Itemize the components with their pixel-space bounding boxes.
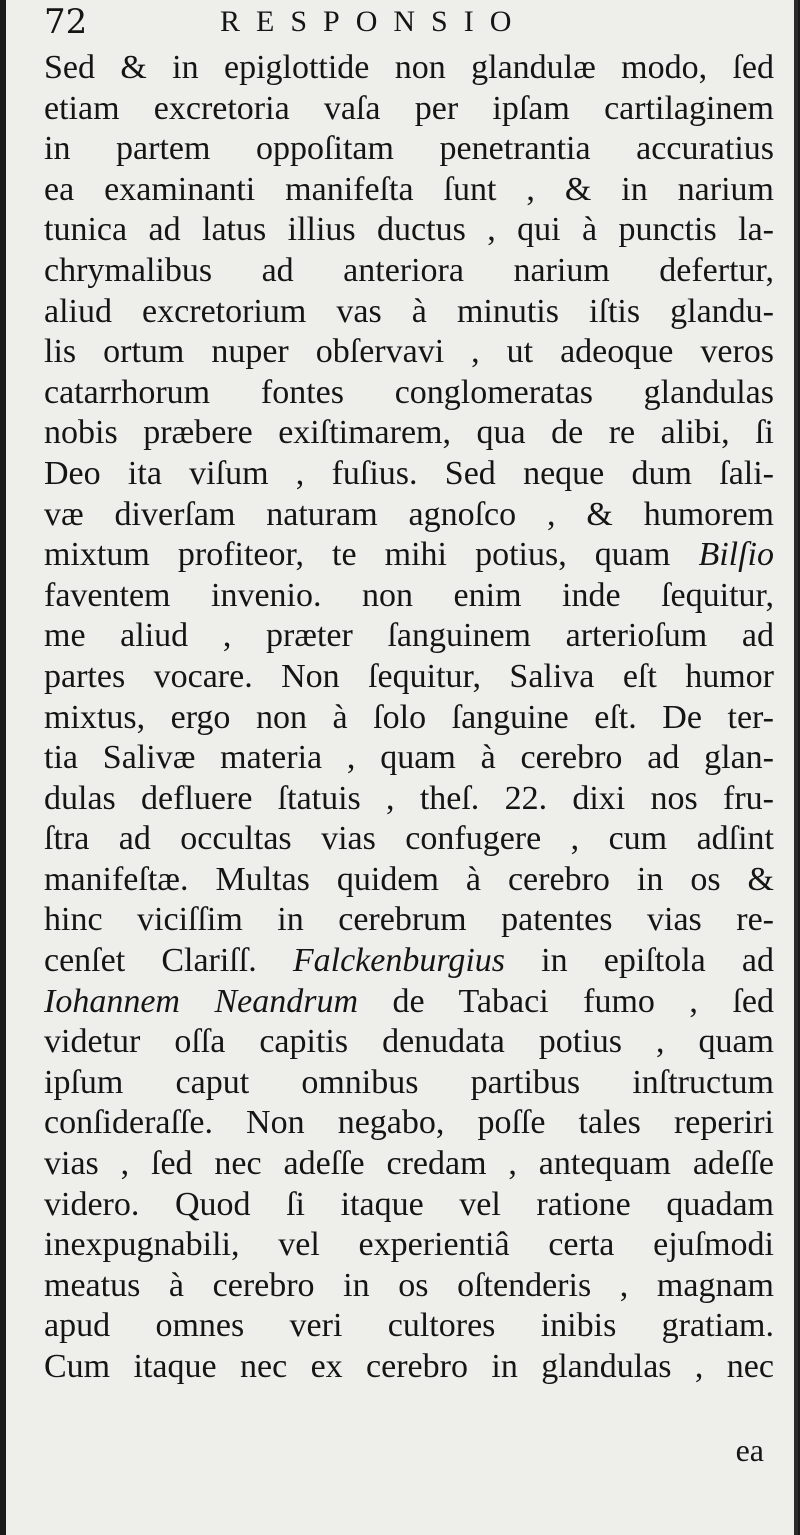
text-line [44, 1185, 774, 1226]
text-line [44, 129, 774, 170]
text-run: ea examinanti manifeſta ſunt , & in narium [44, 170, 774, 208]
text-line [44, 738, 774, 779]
text-line [44, 413, 774, 454]
text-run: Cum itaque nec ex cerebro in glandulas , nec [44, 1348, 774, 1385]
text-line [44, 332, 774, 373]
text-run: apud omnes veri cultores inibis gratiam. [44, 1307, 774, 1345]
text-run: me aliud , præter ſanguinem arterioſum ad [44, 617, 774, 655]
text-line [44, 1103, 774, 1144]
text-line [44, 1144, 774, 1185]
text-line [44, 941, 774, 982]
book-page [6, 0, 798, 1535]
text-run: inexpugnabili, vel experientiâ certa ejuſmodi [44, 1226, 774, 1264]
text-run: videtur oſſa capitis denudata potius , quam [44, 1023, 774, 1061]
text-line [44, 89, 774, 130]
text-line [44, 982, 774, 1023]
text-run: in epiſtola ad [505, 942, 774, 980]
text-line [44, 251, 774, 292]
text-run: væ diverſam naturam agnoſco , & humorem [44, 495, 774, 533]
running-title: RESPONSIO [220, 5, 528, 38]
text-line [44, 819, 774, 860]
text-run: faventem invenio. non enim inde ſequitur, [44, 576, 774, 614]
text-run: in partem oppoſitam penetrantia accuratius [44, 130, 774, 168]
text-run: chrymalibus ad anteriora narium defertur, [44, 251, 774, 289]
text-run: de Tabaci fumo , ſed [358, 982, 774, 1020]
text-line [44, 48, 774, 89]
italic-name: Iohannem Neandrum [44, 982, 359, 1020]
text-line [44, 1266, 774, 1307]
text-line [44, 779, 774, 820]
body-text [44, 48, 774, 1388]
text-run: dulas defluere ſtatuis , theſ. 22. dixi nos fru- [44, 779, 774, 817]
text-run: Sed & in epiglottide non glandulæ modo, ſed [44, 49, 774, 86]
text-run: Deo ita viſum , fuſius. Sed neque dum ſali- [44, 454, 774, 492]
text-line [44, 170, 774, 211]
text-line [44, 860, 774, 901]
text-line [44, 576, 774, 617]
text-run: catarrhorum fontes conglomeratas glandulas [44, 373, 774, 411]
text-line [44, 210, 774, 251]
text-run: videro. Quod ſi itaque vel ratione quadam [44, 1185, 774, 1223]
text-line [44, 698, 774, 739]
text-line [44, 1306, 774, 1347]
text-line [44, 495, 774, 536]
page-edge [794, 0, 798, 1535]
text-run: tunica ad latus illius ductus , qui à punctis la- [44, 211, 774, 249]
text-run: lis ortum nuper obſervavi , ut adeoque veros [44, 333, 774, 371]
text-run: ipſum caput omnibus partibus inſtructum [44, 1063, 774, 1101]
text-line [44, 616, 774, 657]
text-line [44, 292, 774, 333]
text-run: nobis præbere exiſtimarem, qua de re alibi, ſi [44, 414, 774, 452]
text-line [44, 1347, 774, 1388]
text-line [44, 535, 774, 576]
text-run: meatus à cerebro in os oſtenderis , magnam [44, 1266, 774, 1304]
text-run: mixtum profiteor, te mihi potius, quam [44, 536, 699, 574]
text-line [44, 373, 774, 414]
text-run: vias , ſed nec adeſſe credam , antequam adeſſe [44, 1145, 774, 1183]
text-run: etiam excretoria vaſa per ipſam cartilaginem [44, 89, 774, 127]
text-run: ſtra ad occultas vias confugere , cum adſint [44, 820, 774, 858]
page-number: 72 [44, 2, 88, 42]
text-run: aliud excretorium vas à minutis iſtis glandu- [44, 292, 774, 330]
text-line [44, 1022, 774, 1063]
text-run: cenſet Clariſſ. [44, 942, 293, 980]
italic-name: Falckenburgius [292, 942, 506, 980]
text-line [44, 1063, 774, 1104]
text-run: hinc viciſſim in cerebrum patentes vias re- [44, 901, 774, 939]
text-line [44, 1225, 774, 1266]
text-line [44, 454, 774, 495]
italic-name: Bilſio [698, 536, 774, 574]
text-line [44, 657, 774, 698]
catchword: ea [735, 1432, 764, 1468]
text-run: partes vocare. Non ſequitur, Saliva eſt humor [44, 657, 774, 695]
text-run: conſideraſſe. Non negabo, poſſe tales reperiri [44, 1104, 774, 1142]
text-run: mixtus, ergo non à ſolo ſanguine eſt. De ter- [44, 698, 774, 736]
text-run: manifeſtæ. Multas quidem à cerebro in os & [44, 860, 774, 898]
text-line [44, 900, 774, 941]
text-run: tia Salivæ materia , quam à cerebro ad glan- [44, 739, 774, 777]
